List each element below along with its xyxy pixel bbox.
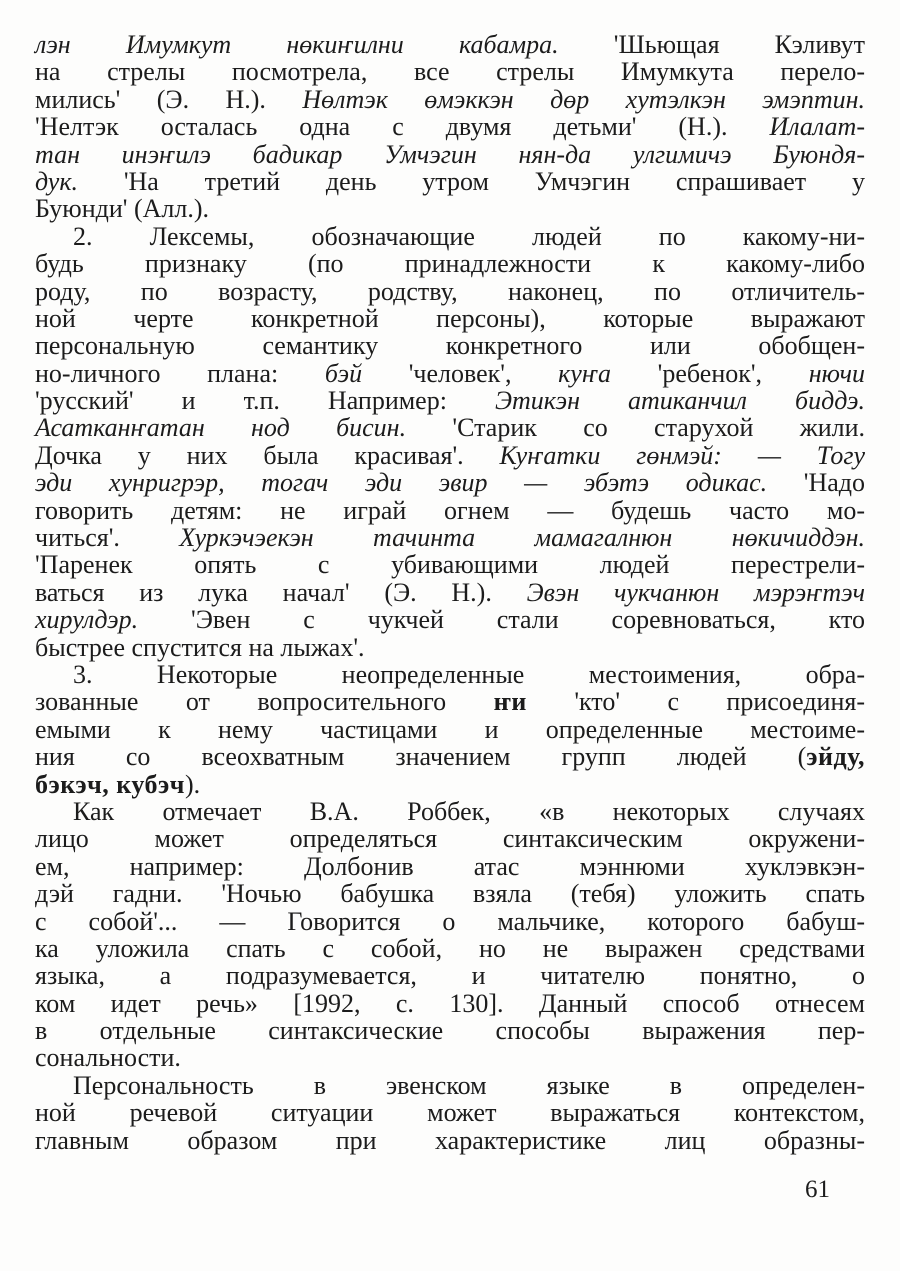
text-run: хирулдэр. — [35, 605, 139, 635]
text-run: Асатканҥатан нод бисин. — [35, 413, 407, 443]
text-line — [35, 305, 865, 332]
page-number: 61 — [805, 1176, 830, 1203]
text-run: 3. Некоторые неопределенные местоимения, обра- — [73, 659, 865, 689]
text-run: главным образом при характеристике лиц образны- — [35, 1125, 865, 1155]
text-run: эйду, — [806, 742, 865, 772]
text-run: ем, например: Долбонив атас мэннюми хуклэвкэн- — [35, 851, 865, 881]
text-run: куҥа — [558, 358, 612, 388]
text-run: ҥи — [493, 687, 527, 717]
text-run: 'ребенок', — [611, 358, 809, 388]
text-run: персональную семантику конкретного или обобщен- — [35, 331, 865, 361]
text-block — [35, 31, 865, 1154]
text-run: дэй гадни. 'Ночью бабушка взяла (тебя) уложить спать — [35, 879, 865, 909]
text-line — [35, 634, 865, 661]
text-line — [35, 524, 865, 551]
text-line — [35, 113, 865, 140]
text-run: лицо может определяться синтаксическим окружени- — [35, 824, 865, 854]
text-run: ка уложила спать с собой, но не выражен средствами — [35, 933, 865, 963]
text-line — [35, 551, 865, 578]
paragraph — [35, 1072, 865, 1154]
text-run: быстрее спустится на лыжах'. — [35, 632, 365, 662]
text-line — [35, 195, 865, 222]
text-line — [35, 469, 865, 496]
text-run: сональности. — [35, 1043, 181, 1073]
text-line — [35, 1044, 865, 1071]
text-line — [35, 798, 865, 825]
text-line — [35, 661, 865, 688]
text-line — [35, 908, 865, 935]
text-line — [35, 606, 865, 633]
text-run: 'Эвен с чукчей стали соревноваться, кто — [138, 605, 865, 635]
text-run: лэн Имумкут нөкиҥилни кабамра. — [35, 30, 559, 59]
text-line — [35, 360, 865, 387]
text-run: 'Паренек опять с убивающими людей перестрели- — [35, 550, 865, 580]
text-run: 2. Лексемы, обозначающие людей по какому-ни- — [73, 221, 865, 251]
text-line — [35, 825, 865, 852]
text-run: 'Нелтэк осталась одна с двумя детьми' (Н.). — [35, 112, 770, 142]
text-run: Хуркэчэекэн тачинта мамагалнюн нөкичиддэн. — [179, 523, 865, 553]
text-run: но-личного плана: — [35, 358, 325, 388]
text-run: мились' (Э. Н.). — [35, 84, 303, 114]
paragraph — [35, 798, 865, 1072]
text-run: емыми к нему частицами и определенные местоиме- — [35, 714, 865, 744]
text-run: эди хунригрэр, тогач эди эвир — эбэтэ одикас. — [35, 468, 768, 498]
text-run: Персональность в эвенском языке в определен- — [73, 1070, 865, 1100]
text-run: ной черте конкретной персоны), которые выражают — [35, 303, 865, 333]
text-line — [35, 141, 865, 168]
text-run: с собой'... — Говорится о мальчике, которого бабуш- — [35, 906, 865, 936]
text-run: на стрелы посмотрела, все стрелы Имумкута перело- — [35, 57, 865, 87]
text-line — [35, 1127, 865, 1154]
text-line — [35, 497, 865, 524]
text-run: Эвэн чукчанюн мэрэҥтэч — [526, 577, 865, 607]
text-line — [35, 688, 865, 715]
text-line — [35, 223, 865, 250]
text-line — [35, 716, 865, 743]
text-run: ). — [184, 769, 201, 799]
text-line — [35, 58, 865, 85]
text-run: нючи — [808, 358, 866, 388]
text-run: 'Шьющая Кэливут — [558, 30, 866, 59]
paragraph — [35, 223, 865, 661]
text-run: 'человек', — [362, 358, 559, 388]
text-run: 'На третий день утром Умчэгин спрашивает у — [78, 166, 865, 196]
text-run: языка, а подразумевается, и читателю понятно, о — [35, 961, 865, 991]
text-run: ния со всеохватным значением групп людей ( — [35, 742, 807, 772]
text-run: 'кто' с присоединя- — [526, 687, 865, 717]
text-run: Нөлтэк өмэккэн дөр хутэлкэн эмэптин. — [302, 84, 865, 114]
text-line — [35, 168, 865, 195]
text-line — [35, 442, 865, 469]
text-line — [35, 743, 865, 770]
text-line — [35, 278, 865, 305]
text-run: говорить детям: не играй огнем — будешь часто мо- — [35, 495, 865, 525]
text-run: будь признаку (по принадлежности к какому-либо — [35, 249, 865, 279]
text-run: ваться из лука начал' (Э. Н.). — [35, 577, 527, 607]
text-line — [35, 1017, 865, 1044]
text-line — [35, 771, 865, 798]
text-line — [35, 414, 865, 441]
text-line — [35, 1072, 865, 1099]
text-run: бэкэч, кубэч — [35, 769, 185, 799]
text-run: дук. — [35, 166, 79, 196]
text-run: бэй — [324, 358, 363, 388]
text-run: Дочка у них была красивая'. — [35, 440, 500, 470]
text-run: в отдельные синтаксические способы выражения пер- — [35, 1016, 865, 1046]
text-line — [35, 387, 865, 414]
text-run: Как отмечает В.А. Роббек, «в некоторых случаях — [73, 796, 865, 826]
text-run: Буюнди' (Алл.). — [35, 194, 209, 224]
text-line — [35, 1099, 865, 1126]
text-run: 'русский' и т.п. Например: — [35, 386, 495, 416]
text-line — [35, 962, 865, 989]
paragraph — [35, 661, 865, 798]
text-line — [35, 579, 865, 606]
text-run: ной речевой ситуации может выражаться контекстом, — [35, 1098, 865, 1128]
text-run: Илалат- — [769, 112, 865, 142]
text-line — [35, 332, 865, 359]
text-run: читься'. — [35, 523, 180, 553]
text-line — [35, 250, 865, 277]
text-line — [35, 853, 865, 880]
text-line — [35, 935, 865, 962]
text-run: Куҥатки гөнмэй: — Тогу — [499, 440, 866, 470]
text-line — [35, 880, 865, 907]
text-run: тан инэҥилэ бадикар Умчэгин нян-да улгимичэ Буюндя- — [35, 139, 865, 169]
text-run: роду, по возрасту, родству, наконец, по отличитель- — [35, 276, 865, 306]
text-run: зованные от вопросительного — [35, 687, 494, 717]
text-run: Этикэн атиканчил биддэ. — [495, 386, 865, 416]
text-run: 'Надо — [767, 468, 866, 498]
text-line — [35, 990, 865, 1017]
paragraph — [35, 31, 865, 223]
text-run: 'Старик со старухой жили. — [406, 413, 865, 443]
text-line — [35, 86, 865, 113]
text-line — [35, 31, 865, 58]
text-run: ком идет речь» [1992, с. 130]. Данный способ отнесем — [35, 988, 865, 1018]
